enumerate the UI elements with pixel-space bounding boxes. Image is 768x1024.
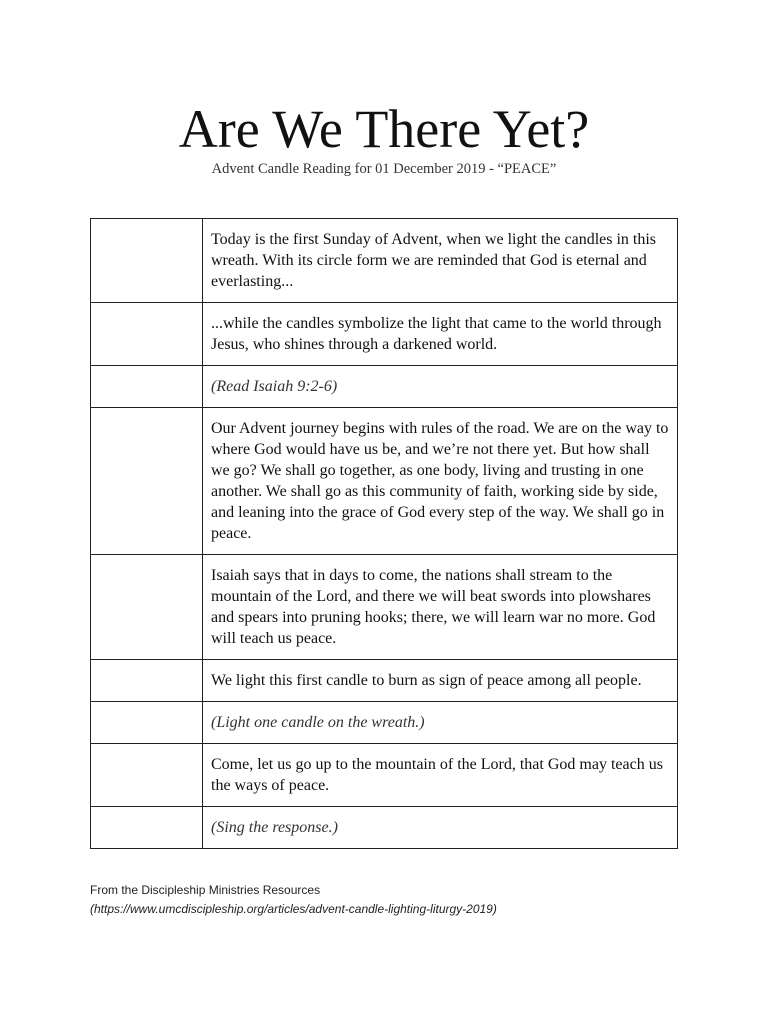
liturgy-table [90,218,678,849]
reading-text: ...while the candles symbolize the light that came to the world through Jesus, who shines through a darkened world. [203,303,678,366]
reading-text: Our Advent journey begins with rules of the road. We are on the way to where God would have us be, and we’re not there yet. But how shall we go? We shall go together, as one body, living and trusting in one another. We shall go as this community of faith, working side by side, and leaning into the grace of God every step of the way. We shall go in peace. [203,408,678,555]
leader-cell [91,408,203,555]
table-row [91,303,678,366]
table-row [91,744,678,807]
reading-instruction: (Light one candle on the wreath.) [203,702,678,744]
reading-instruction: (Sing the response.) [203,807,678,849]
table-row [91,660,678,702]
table-row [91,555,678,660]
leader-cell [91,555,203,660]
source-credit: From the Discipleship Ministries Resources [90,883,321,897]
reading-text: We light this first candle to burn as sign of peace among all people. [203,660,678,702]
leader-cell [91,744,203,807]
leader-cell [91,219,203,303]
source-footer [90,881,710,919]
reading-instruction: (Read Isaiah 9:2-6) [203,366,678,408]
page-title: Are We There Yet? [178,99,590,159]
leader-cell [91,303,203,366]
table-row [91,807,678,849]
reading-text: Isaiah says that in days to come, the nations shall stream to the mountain of the Lord, and there we will beat swords into plowshares and spears into pruning hooks; there, we will learn war no more. God will teach us peace. [203,555,678,660]
page-subtitle: Advent Candle Reading for 01 December 2019 - “PEACE” [211,161,557,177]
reading-text: Today is the first Sunday of Advent, when we light the candles in this wreath. With its circle form we are reminded that God is eternal and everlasting... [203,219,678,303]
leader-cell [91,807,203,849]
table-row [91,702,678,744]
source-url: (https://www.umcdiscipleship.org/articles/advent-candle-lighting-liturgy-2019) [90,902,497,916]
table-row [91,408,678,555]
leader-cell [91,702,203,744]
leader-cell [91,660,203,702]
reading-text: Come, let us go up to the mountain of the Lord, that God may teach us the ways of peace. [203,744,678,807]
leader-cell [91,366,203,408]
table-row [91,366,678,408]
table-row [91,219,678,303]
